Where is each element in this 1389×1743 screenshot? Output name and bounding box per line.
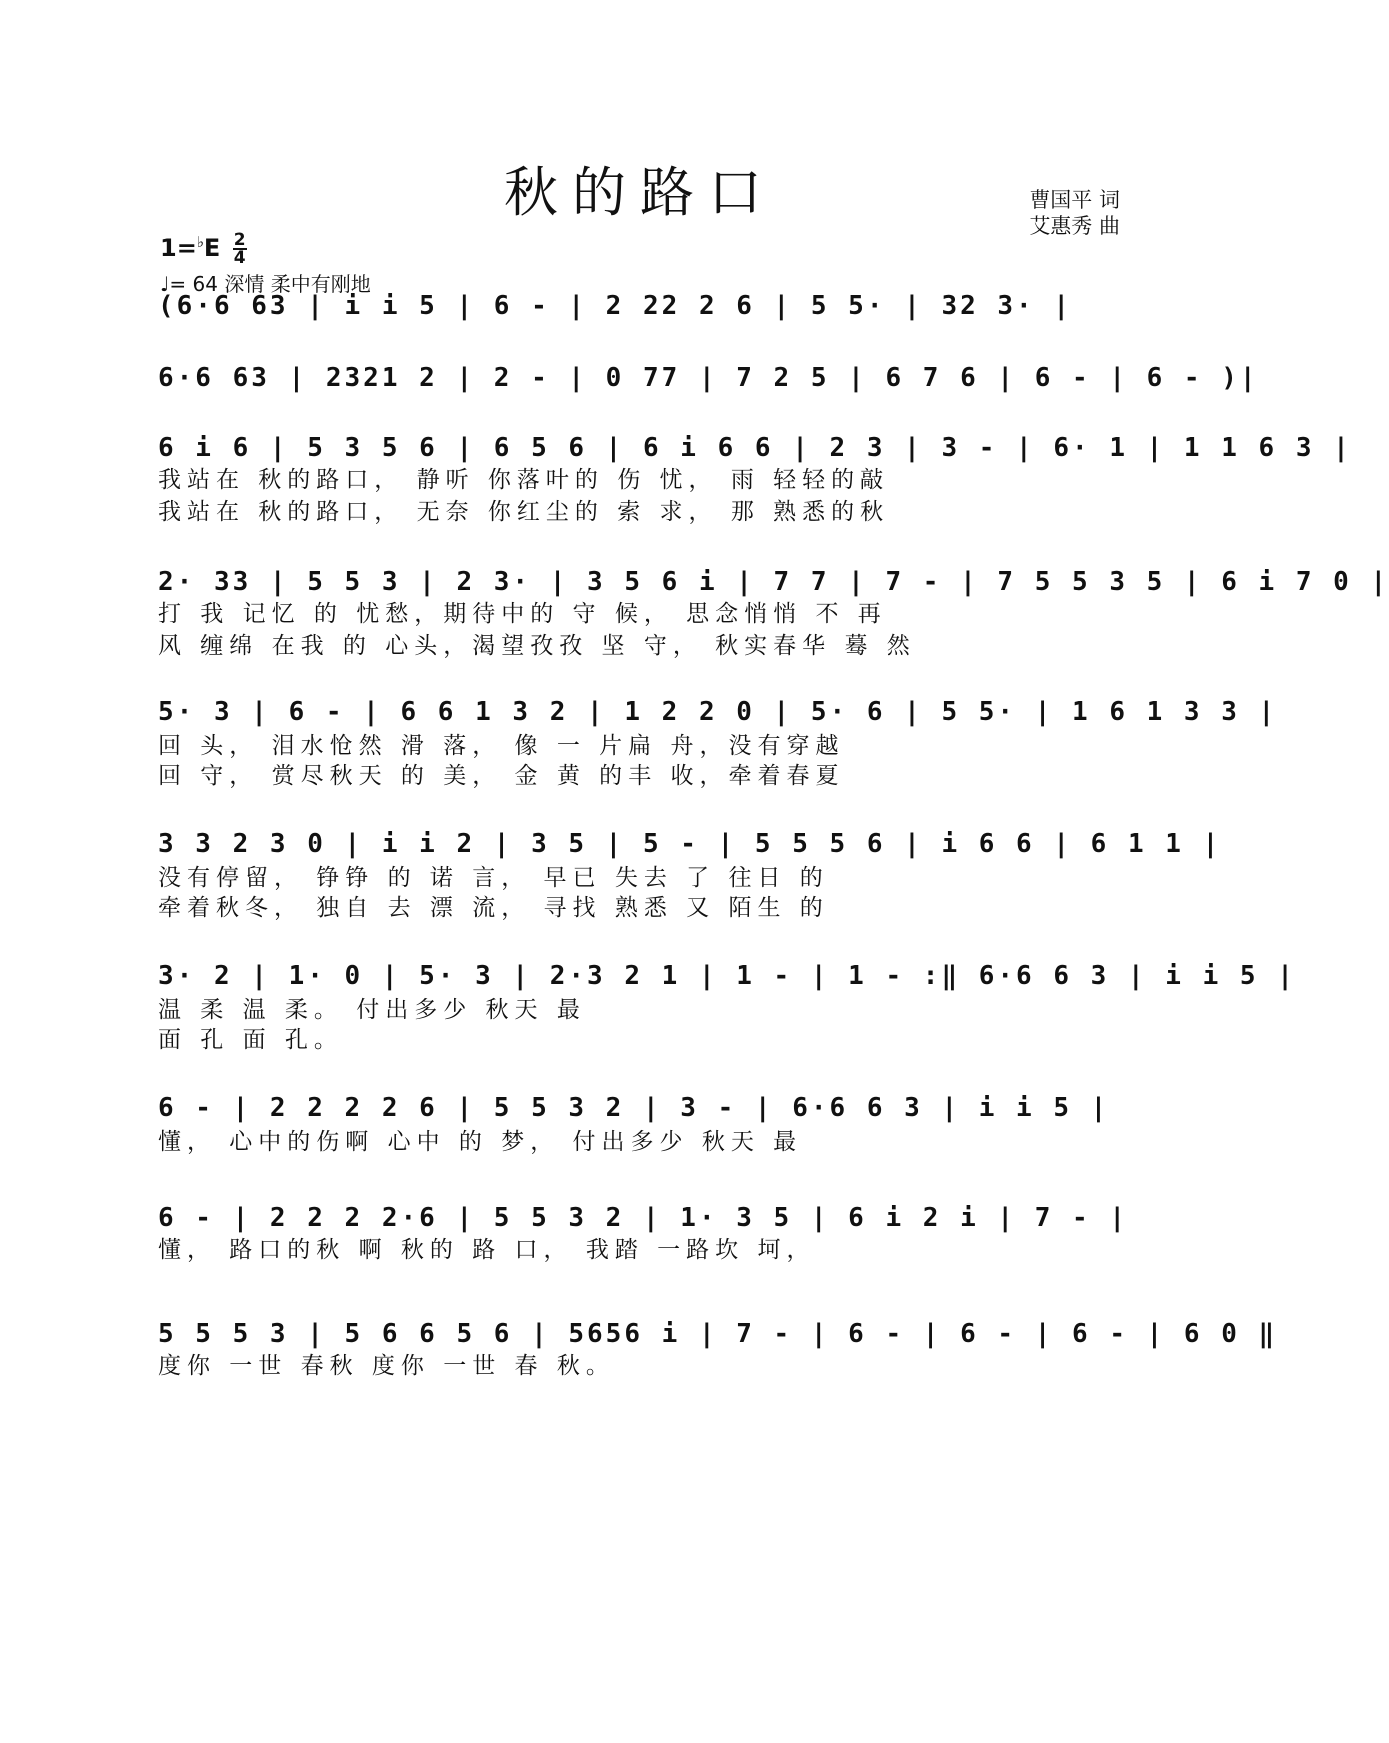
music-system bbox=[158, 690, 1278, 734]
notation-line: 3· 2 | 1· 0 | 5· 3 | 2·3 2 1 | 1 - | 1 - :‖ 6·6 6 3 | i i 5 | bbox=[158, 961, 1296, 991]
lyricist-credit: 曹国平 词 bbox=[1029, 188, 1120, 212]
key-signature bbox=[160, 232, 247, 266]
lyric-line: 度你 一世 春秋 度你 一世 春 秋。 bbox=[158, 1353, 615, 1379]
notation-line: 5· 3 | 6 - | 6 6 1 3 2 | 1 2 2 0 | 5· 6 | 5 5· | 1 6 1 3 3 | bbox=[158, 697, 1278, 727]
time-signature-bottom: 4 bbox=[233, 248, 246, 268]
music-system bbox=[158, 954, 1296, 998]
notation-line: (6·6 63 | i i 5 | 6 - | 2 22 2 6 | 5 5· | 32 3· | bbox=[158, 291, 1073, 321]
lyric-line: 我站在 秋的路口， 静听 你落叶的 伤 忧， 雨 轻轻的敲 bbox=[158, 467, 890, 493]
lyric-line: 回 头， 泪水怆然 滑 落， 像 一 片扁 舟，没有穿越 bbox=[158, 733, 845, 759]
lyric-line: 风 缠绵 在我 的 心头，渴望孜孜 坚 守， 秋实春华 蓦 然 bbox=[158, 633, 916, 659]
flat-sign: ♭ bbox=[196, 233, 204, 251]
notation-line: 3 3 2 3 0 | i i 2 | 3 5 | 5 - | 5 5 5 6 | i 6 6 | 6 1 1 | bbox=[158, 829, 1222, 859]
lyric-line: 没有停留， 铮铮 的 诺 言， 早已 失去 了 往日 的 bbox=[158, 865, 829, 891]
music-system bbox=[158, 356, 1259, 400]
notation-line: 5 5 5 3 | 5 6 6 5 6 | 5656 i | 7 - | 6 - | 6 - | 6 - | 6 0 ‖ bbox=[158, 1319, 1278, 1349]
lyric-line: 回 守， 赏尽秋天 的 美， 金 黄 的丰 收，牵着春夏 bbox=[158, 763, 845, 789]
music-system bbox=[158, 284, 1124, 328]
lyric-line: 懂， 心中的伤啊 心中 的 梦， 付出多少 秋天 最 bbox=[158, 1129, 803, 1155]
notation-line: 6 - | 2 2 2 2 6 | 5 5 3 2 | 3 - | 6·6 6 3 | i i 5 | bbox=[158, 1093, 1110, 1123]
lyric-line: 温 柔 温 柔。 付出多少 秋天 最 bbox=[158, 997, 586, 1023]
time-signature-top: 2 bbox=[233, 230, 246, 250]
song-title: 秋的路口 bbox=[504, 161, 776, 224]
tempo-marking: ♩= 64 深情 柔中有刚地 bbox=[160, 272, 371, 296]
notation-line: 2· 33 | 5 5 3 | 2 3· | 3 5 6 i | 7 7 | 7 - | 7 5 5 3 5 | 6 i 7 0 | bbox=[158, 567, 1389, 597]
music-system bbox=[158, 822, 1222, 866]
time-signature bbox=[233, 232, 247, 266]
lyric-line: 懂， 路口的秋 啊 秋的 路 口， 我踏 一路坎 坷， bbox=[158, 1237, 816, 1263]
composer-credit: 艾惠秀 曲 bbox=[1029, 214, 1120, 238]
lyric-line: 牵着秋冬， 独自 去 漂 流， 寻找 熟悉 又 陌生 的 bbox=[158, 895, 829, 921]
lyric-line: 打 我 记忆 的 忧愁，期待中的 守 候， 思念悄悄 不 再 bbox=[158, 601, 887, 627]
notation-line: 6 - | 2 2 2 2·6 | 5 5 3 2 | 1· 3 5 | 6 i 2 i | 7 - | bbox=[158, 1203, 1128, 1233]
lyric-line: 面 孔 面 孔。 bbox=[158, 1027, 343, 1053]
key-prefix: 1= bbox=[160, 234, 197, 262]
key-note: E bbox=[203, 234, 221, 262]
notation-line: 6·6 63 | 2321 2 | 2 - | 0 77 | 7 2 5 | 6 7 6 | 6 - | 6 - )| bbox=[158, 363, 1259, 393]
lyric-line: 我站在 秋的路口， 无奈 你红尘的 索 求， 那 熟悉的秋 bbox=[158, 499, 890, 525]
notation-line: 6 i 6 | 5 3 5 6 | 6 5 6 | 6 i 6 6 | 2 3 | 3 - | 6· 1 | 1 1 6 3 | bbox=[158, 433, 1352, 463]
music-system bbox=[158, 1086, 1124, 1130]
